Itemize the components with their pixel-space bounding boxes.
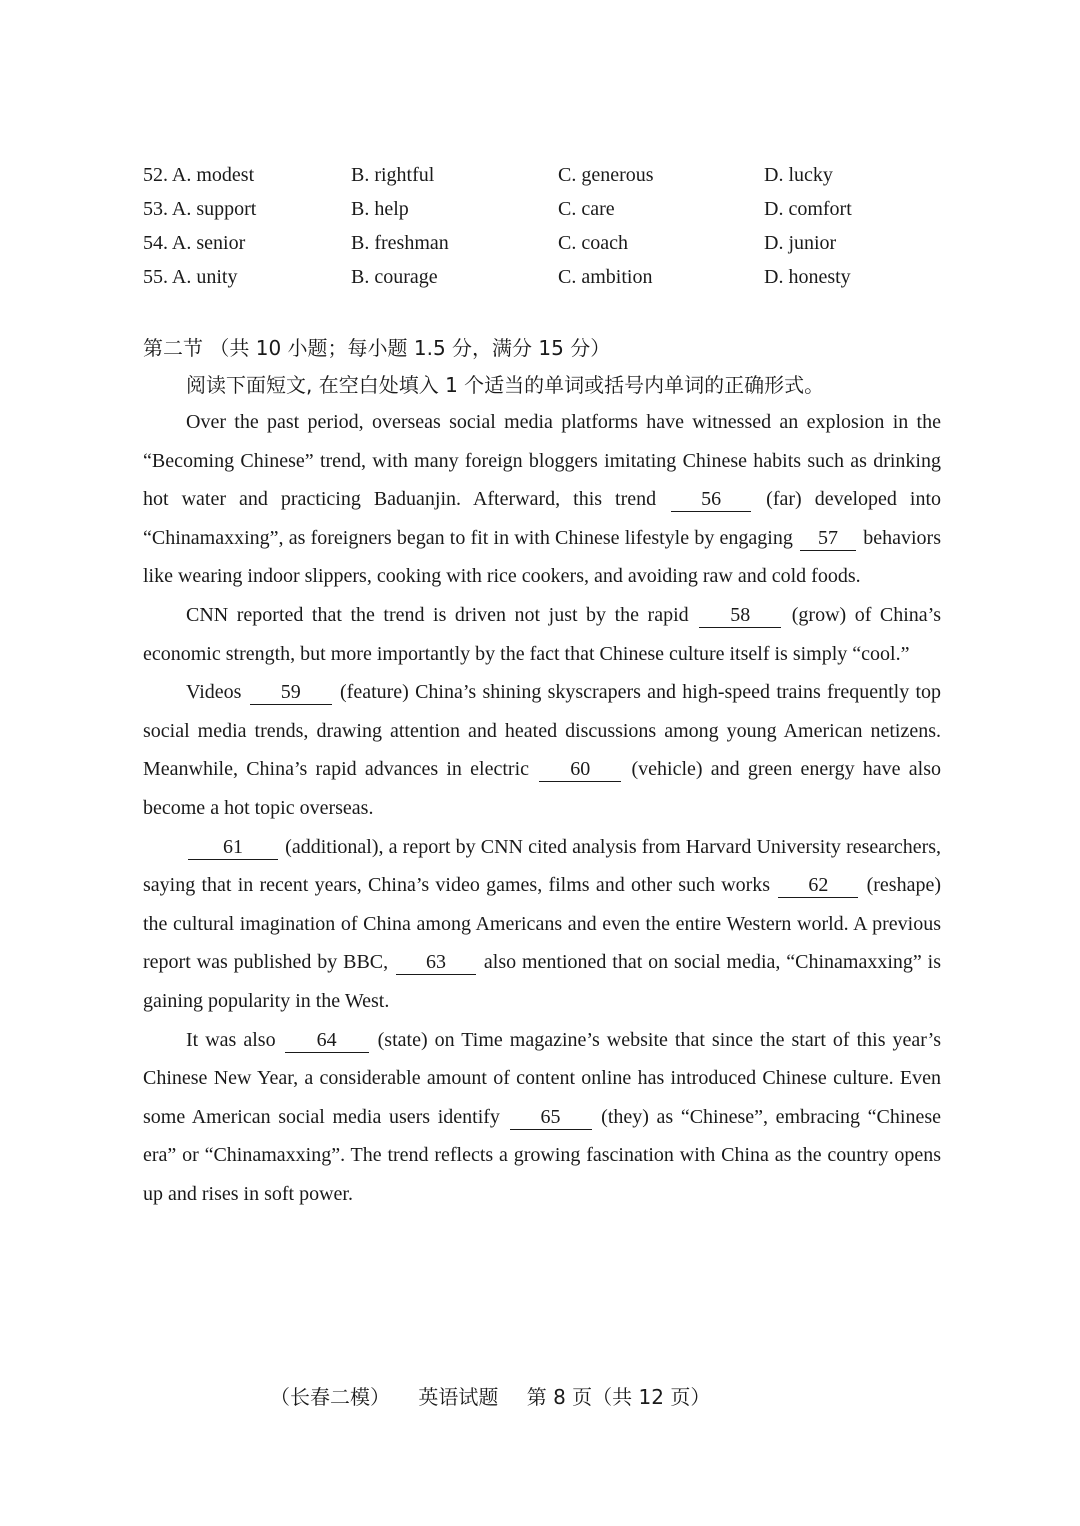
cloze-passage xyxy=(143,403,941,1213)
option-b: B. courage xyxy=(351,266,438,288)
option-d: D. junior xyxy=(764,232,837,254)
section-instruction: 阅读下面短文, 在空白处填入 1 个适当的单词或括号内单词的正确形式。 xyxy=(186,373,825,397)
paragraph-5: It was also 64 (state) on Time magazine’s website that since the start of this year’s Chinese New Year, a considerable amount of content online has introduced Chinese culture. Even some American social media users identify 65 (they) as “Chinese”, embracing “Chinese era” or “Chinamaxxing”. The trend reflects a growing fascination with China as the country opens up and rises in soft power. xyxy=(143,1028,942,1205)
option-d: D. honesty xyxy=(764,266,851,288)
blank-56: 56 xyxy=(671,487,751,512)
blank-59: 59 xyxy=(250,680,332,705)
blank-58: 58 xyxy=(699,603,781,628)
footer-source: （长春二模） xyxy=(270,1385,390,1409)
option-b: B. freshman xyxy=(351,232,449,254)
option-row-54 xyxy=(143,226,943,260)
blank-60: 60 xyxy=(539,757,621,782)
blank-64: 64 xyxy=(285,1028,369,1053)
option-c: C. ambition xyxy=(558,266,653,288)
option-a: 54. A. senior xyxy=(143,232,246,254)
blank-62: 62 xyxy=(778,873,858,898)
option-row-55 xyxy=(143,260,943,294)
page-footer xyxy=(270,1381,732,1410)
option-a: 55. A. unity xyxy=(143,266,238,288)
option-c: C. generous xyxy=(558,164,654,186)
footer-subject: 英语试题 xyxy=(418,1385,499,1409)
options-table xyxy=(143,158,943,294)
option-b: B. rightful xyxy=(351,164,435,186)
option-d: D. comfort xyxy=(764,198,852,220)
option-a: 52. A. modest xyxy=(143,164,255,186)
blank-63: 63 xyxy=(396,950,476,975)
option-row-53 xyxy=(143,192,943,226)
blank-65: 65 xyxy=(510,1105,592,1130)
option-d: D. lucky xyxy=(764,164,833,186)
option-c: C. care xyxy=(558,198,615,220)
footer-page-number: 第 8 页（共 12 页） xyxy=(526,1385,711,1409)
blank-57: 57 xyxy=(800,526,856,551)
blank-61: 61 xyxy=(188,835,278,860)
paragraph-3: Videos 59 (feature) China’s shining skyscrapers and high-speed trains frequently top social media trends, drawing attention and heated discussions among young American netizens. Meanwhile, China’s rapid advances in electric 60 (vehicle) and green energy have also become a hot topic overseas. xyxy=(143,681,942,819)
paragraph-1: Over the past period, overseas social media platforms have witnessed an explosion in the “Becoming Chinese” trend, with many foreign bloggers imitating Chinese habits such as drinking hot water and practicing Baduanjin. Afterward, this trend 56 (far) developed into “Chinamaxxing”, as foreigners began to fit in with Chinese lifestyle by engaging 57 behaviors like wearing indoor slippers, cooking with rice cookers, and avoiding raw and cold foods. xyxy=(143,411,942,588)
option-b: B. help xyxy=(351,198,409,220)
section-heading: 第二节 （共 10 小题；每小题 1.5 分，满分 15 分） xyxy=(143,336,611,360)
paragraph-4: 61 (additional), a report by CNN cited analysis from Harvard University researchers, saying that in recent years, China’s video games, films and other such works 62 (reshape) the cultural imagination of China among Americans and even the entire Western world. A previous report was published by BBC, 63 also mentioned that on social media, “Chinamaxxing” is gaining popularity in the West. xyxy=(143,835,942,1012)
paragraph-2: CNN reported that the trend is driven not just by the rapid 58 (grow) of China’s economic strength, but more importantly by the fact that Chinese culture itself is simply “cool.” xyxy=(143,603,942,665)
option-c: C. coach xyxy=(558,232,628,254)
option-a: 53. A. support xyxy=(143,198,257,220)
option-row-52 xyxy=(143,158,943,192)
